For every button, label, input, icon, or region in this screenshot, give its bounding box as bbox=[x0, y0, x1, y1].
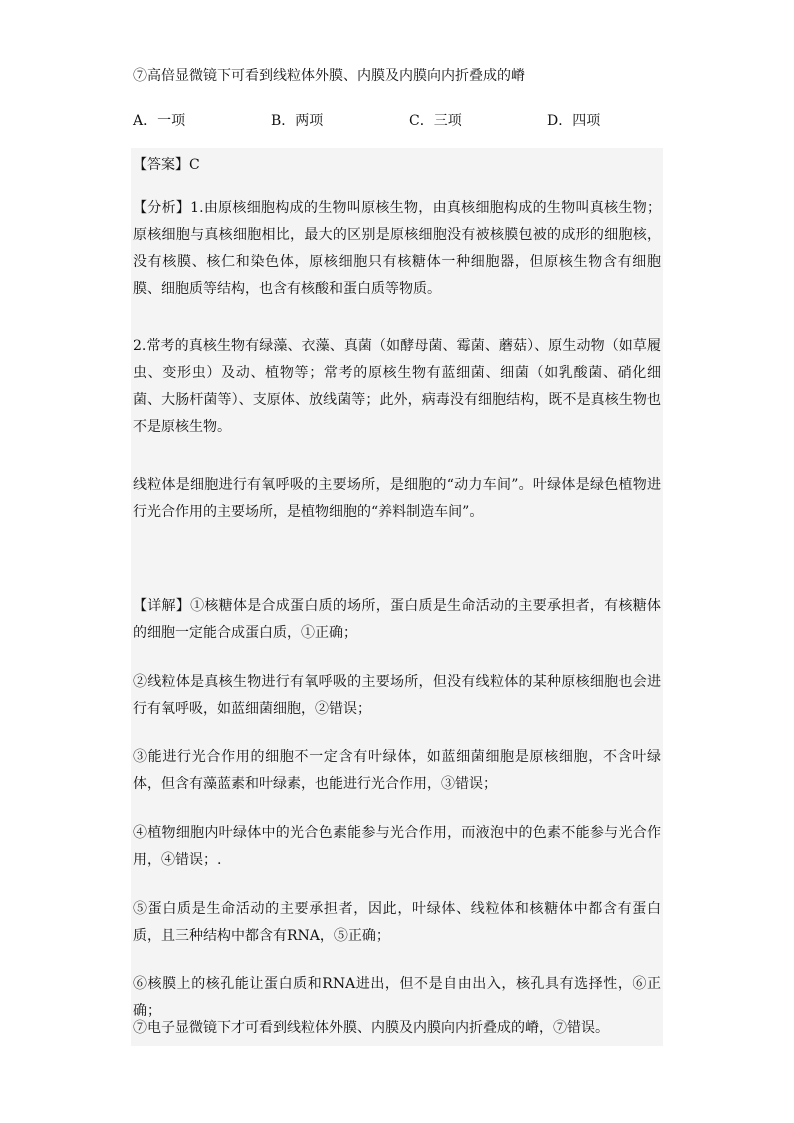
analysis-paragraph-1: 【分析】1.由原核细胞构成的生物叫原核生物，由真核细胞构成的生物叫真核生物；原核细胞与真核细胞相比，最大的区别是原核细胞没有被核膜包被的成形的细胞核，没有核膜、核仁和染色体，原核细胞只有核糖体一种细胞器，但原核生物含有细胞膜、细胞质等结构，也含有核酸和蛋白质等物质。 bbox=[133, 200, 661, 297]
detail-paragraph-4: ④植物细胞内叶绿体中的光合色素能参与光合作用，而液泡中的色素不能参与光合作用，④错误；. bbox=[133, 825, 661, 868]
detail-paragraph-6: ⑥核膜上的核孔能让蛋白质和RNA进出，但不是自由出入，核孔具有选择性，⑥正确； bbox=[133, 976, 661, 1019]
detail-paragraph-2: ②线粒体是真核生物进行有氧呼吸的主要场所，但没有线粒体的某种原核细胞也会进行有氧呼吸，如蓝细菌细胞，②错误； bbox=[133, 674, 661, 717]
answer-line: 【答案】C bbox=[133, 157, 200, 173]
analysis-paragraph-2: 2.常考的真核生物有绿藻、衣藻、真菌（如酵母菌、霉菌、蘑菇）、原生动物（如草履虫、变形虫）及动、植物等；常考的原核生物有蓝细菌、细菌（如乳酸菌、硝化细菌、大肠杆菌等）、支原体、放线菌等；此外，病毒没有细胞结构，既不是真核生物也不是原核生物。 bbox=[133, 338, 661, 435]
option-c: C．三项 bbox=[409, 113, 462, 129]
question-statement-7: ⑦高倍显微镜下可看到线粒体外膜、内膜及内膜向内折叠成的嵴 bbox=[133, 68, 525, 84]
option-b: B．两项 bbox=[271, 113, 324, 129]
answer-options bbox=[133, 111, 673, 131]
analysis-paragraph-3: 线粒体是细胞进行有氧呼吸的主要场所，是细胞的“动力车间”。叶绿体是绿色植物进行光合作用的主要场所，是植物细胞的“养料制造车间”。 bbox=[133, 477, 661, 520]
option-a: A．一项 bbox=[133, 113, 186, 129]
option-d: D．四项 bbox=[547, 113, 601, 129]
detail-paragraph-3: ③能进行光合作用的细胞不一定含有叶绿体，如蓝细菌细胞是原核细胞，不含叶绿体，但含有藻蓝素和叶绿素，也能进行光合作用，③错误； bbox=[133, 749, 661, 792]
detail-paragraph-7: ⑦电子显微镜下才可看到线粒体外膜、内膜及内膜向内折叠成的嵴，⑦错误。 bbox=[133, 1020, 609, 1036]
detail-paragraph-1: 【详解】①核糖体是合成蛋白质的场所，蛋白质是生命活动的主要承担者，有核糖体的细胞一定能合成蛋白质，①正确； bbox=[133, 598, 661, 641]
detail-paragraph-5: ⑤蛋白质是生命活动的主要承担者，因此，叶绿体、线粒体和核糖体中都含有蛋白质，且三种结构中都含有RNA，⑤正确； bbox=[133, 901, 661, 944]
